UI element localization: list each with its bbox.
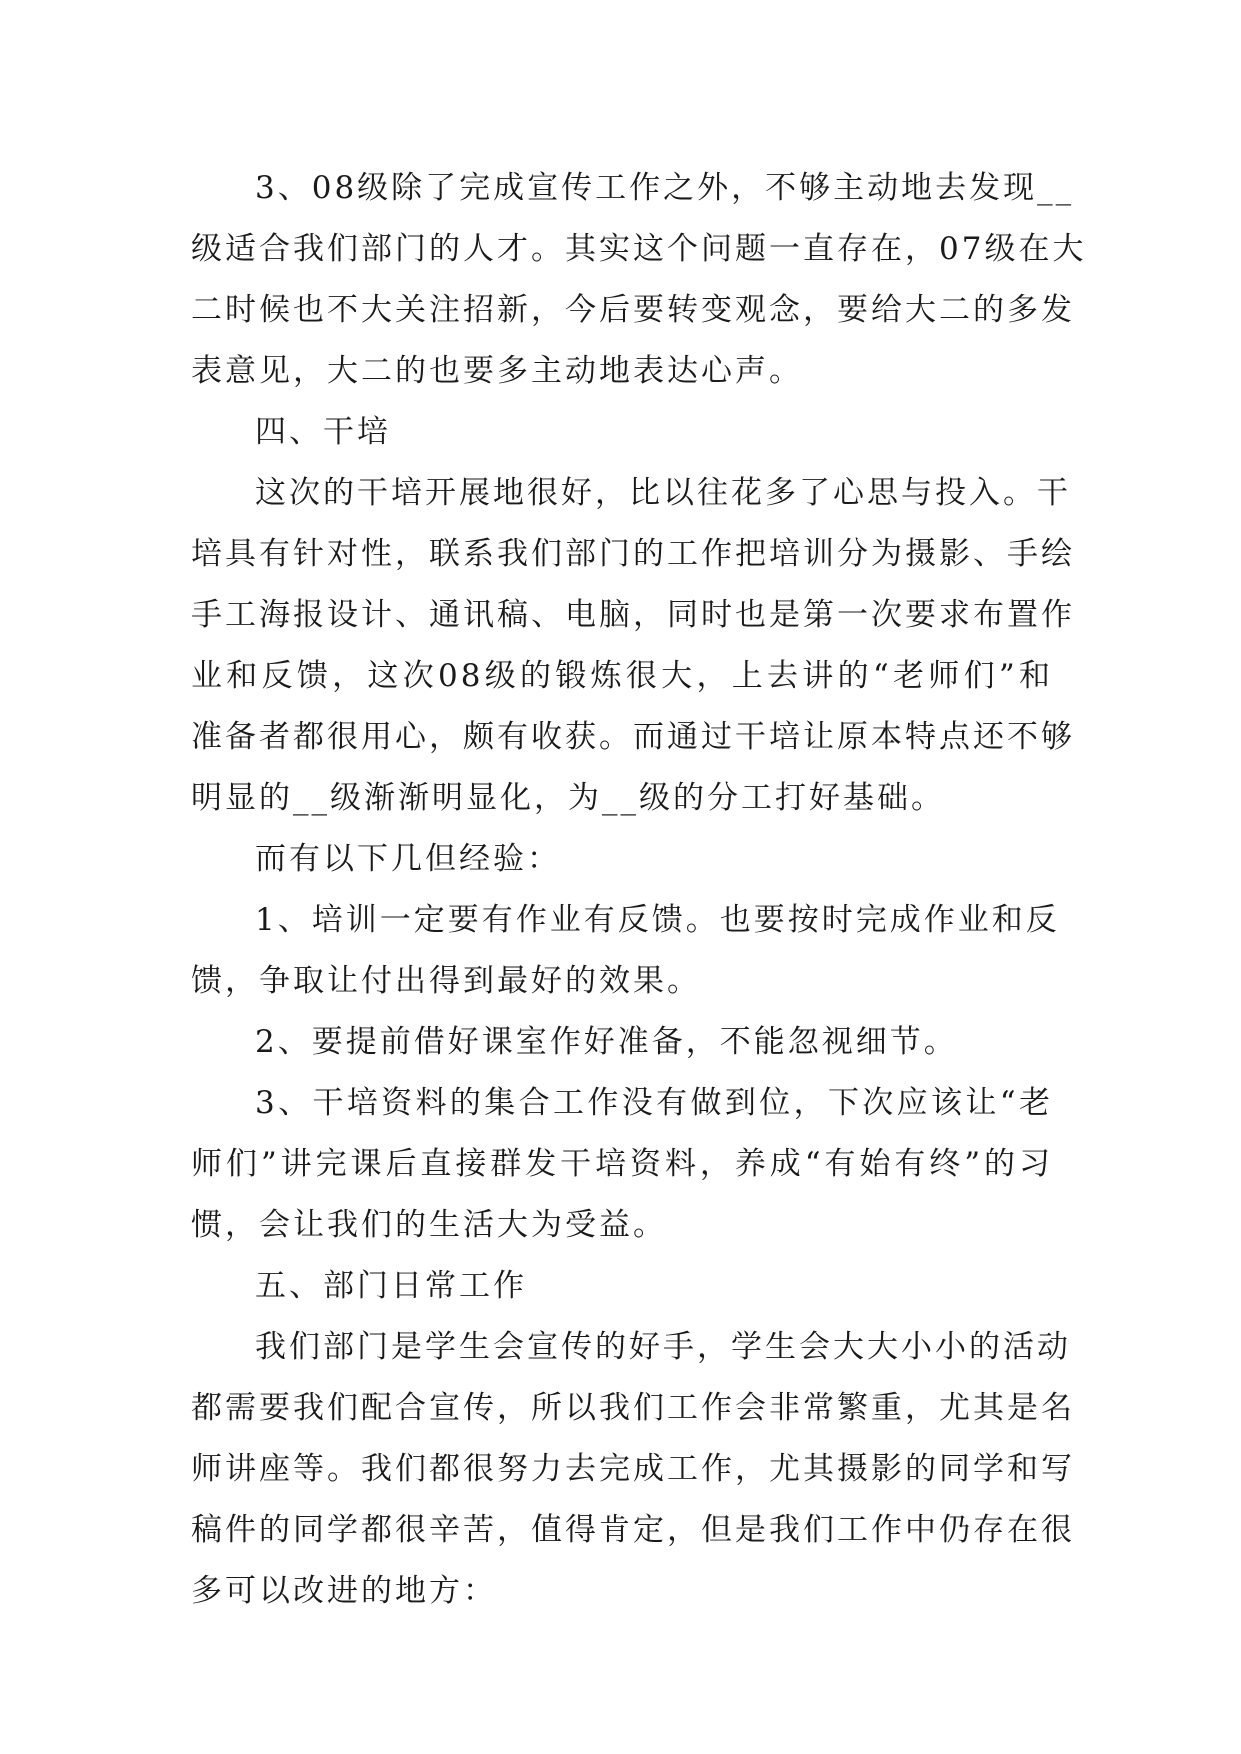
paragraph-line: 业和反馈，这次08级的锻炼很大，上去讲的“老师们”和 [191, 658, 1053, 694]
section-heading: 五、部门日常工作 [255, 1268, 527, 1304]
section-heading: 四、干培 [255, 414, 391, 450]
paragraph-line: 培具有针对性，联系我们部门的工作把培训分为摄影、手绘 [191, 536, 1075, 572]
document-body [191, 158, 1087, 1622]
paragraph-line: 师讲座等。我们都很努力去完成工作，尤其摄影的同学和写 [191, 1451, 1075, 1487]
list-item-line: 馈，争取让付出得到最好的效果。 [191, 963, 701, 999]
list-item-line: 师们”讲完课后直接群发干培资料，养成“有始有终”的习 [191, 1146, 1053, 1182]
paragraph-line: 级适合我们部门的人才。其实这个问题一直存在，07级在大 [191, 231, 1087, 267]
list-item-line: 2、要提前借好课室作好准备，不能忽视细节。 [255, 1024, 958, 1060]
paragraph-line: 这次的干培开展地很好，比以往花多了心思与投入。干 [255, 475, 1071, 511]
paragraph-line: 而有以下几但经验： [255, 841, 561, 877]
paragraph-line: 明显的__级渐渐明显化，为__级的分工打好基础。 [191, 780, 945, 816]
paragraph-line: 二时候也不大关注招新，今后要转变观念，要给大二的多发 [191, 292, 1075, 328]
paragraph-line: 手工海报设计、通讯稿、电脑，同时也是第一次要求布置作 [191, 597, 1075, 633]
paragraph-line: 都需要我们配合宣传，所以我们工作会非常繁重，尤其是名 [191, 1390, 1075, 1426]
paragraph-line: 稿件的同学都很辛苦，值得肯定，但是我们工作中仍存在很 [191, 1512, 1075, 1548]
paragraph-line: 我们部门是学生会宣传的好手，学生会大大小小的活动 [255, 1329, 1071, 1365]
paragraph-line: 准备者都很用心，颇有收获。而通过干培让原本特点还不够 [191, 719, 1075, 755]
list-item-line: 1、培训一定要有作业有反馈。也要按时完成作业和反 [255, 902, 1060, 938]
list-item-line: 惯，会让我们的生活大为受益。 [191, 1207, 667, 1243]
paragraph-line: 表意见，大二的也要多主动地表达心声。 [191, 353, 803, 389]
paragraph-line: 3、08级除了完成宣传工作之外，不够主动地去发现__ [255, 170, 1075, 206]
paragraph-line: 多可以改进的地方： [191, 1573, 497, 1609]
list-item-line: 3、干培资料的集合工作没有做到位，下次应该让“老 [255, 1085, 1053, 1121]
